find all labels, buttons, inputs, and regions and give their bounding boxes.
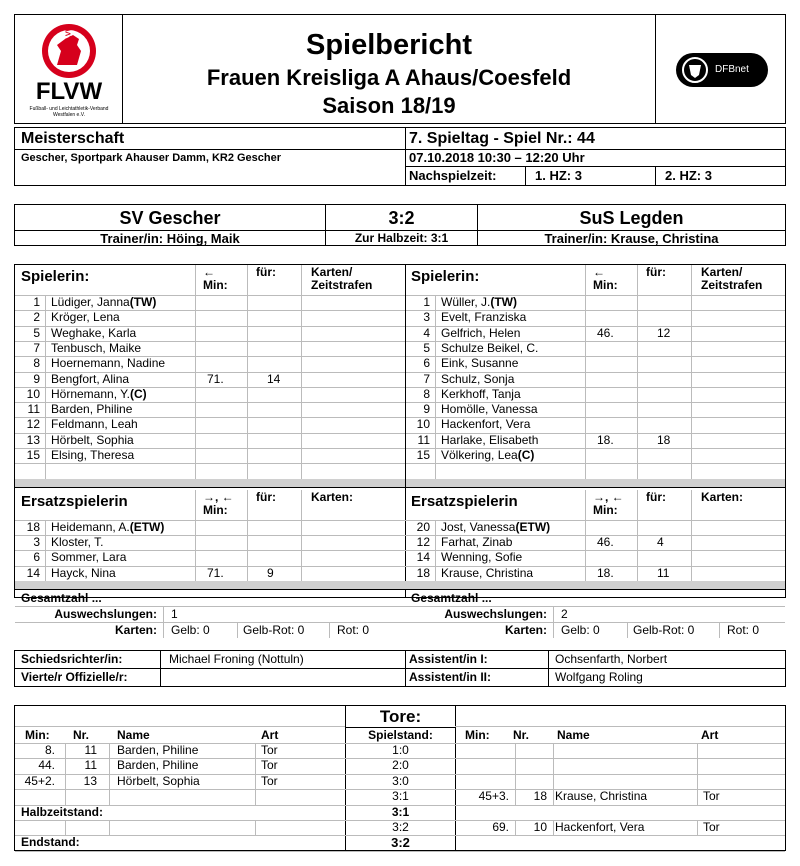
goals-col-name-home: Name (117, 728, 150, 742)
halftime-score: Zur Halbzeit: 3:1 (354, 231, 449, 245)
player-nr: 12 (416, 534, 430, 549)
goal-score: 3:2 (392, 820, 409, 834)
goal-min-home: 44. (38, 758, 55, 773)
player-tag: (ETW) (129, 519, 165, 534)
player-name (51, 402, 132, 417)
cards-label-away: Karten: (504, 622, 547, 637)
player-name (441, 520, 550, 535)
player-sub-min: 18. (597, 565, 614, 580)
goal-type-home: Tor (261, 773, 278, 788)
goal-type-away: Tor (703, 789, 720, 804)
fourth-official-label: Vierte/r Offizielle/r: (21, 670, 128, 684)
goal-score: 1:0 (392, 743, 409, 757)
player-name (51, 550, 126, 565)
lineup_headers-cards-header-away: Karten/ Zeitstrafen (701, 265, 763, 292)
sub_headers-player-header-away: Ersatzspielerin (411, 492, 518, 510)
player-nr: 7 (423, 371, 430, 386)
player-sub-for: 14 (267, 371, 281, 386)
player-nr: 8 (33, 356, 40, 371)
player-name-text: Wenning, Sofie (441, 550, 523, 565)
player-name (51, 520, 164, 535)
goal-nr-home: 11 (84, 743, 97, 757)
player-name-text: Hackenfort, Vera (441, 417, 531, 432)
player-name-text: Lüdiger, Janna (51, 295, 130, 309)
goal-name-home: Barden, Philine (117, 758, 199, 773)
player-name (51, 295, 156, 310)
player-name (51, 417, 138, 432)
lineup_headers-player-header-away: Spielerin: (411, 268, 480, 285)
cards-label-home: Karten: (114, 622, 157, 637)
player-name (51, 433, 134, 448)
lineup_headers-cards-header-home: Karten/ Zeitstrafen (311, 265, 373, 292)
goal-score: 2:0 (392, 758, 409, 773)
player-nr: 10 (416, 417, 430, 432)
halftime-label: Halbzeitstand: (21, 804, 104, 819)
lineup_headers-for-header-away: für: (646, 265, 666, 279)
player-name-text: Kloster, T. (51, 534, 104, 549)
subs-count-label-away: Auswechslungen: (444, 606, 547, 621)
season: Saison 18/19 (322, 93, 456, 118)
player-name (441, 433, 538, 448)
player-sub-for: 11 (657, 565, 670, 580)
sub_headers-cards-header-home: Karten: (311, 489, 354, 504)
goal-name-away: Krause, Christina (555, 789, 648, 804)
player-name-text: Hörnemann, Y. (51, 386, 130, 401)
player-name (441, 550, 522, 565)
player-nr: 1 (423, 295, 430, 309)
round: 7. Spieltag - Spiel Nr.: 44 (409, 130, 595, 147)
player-name-text: Weghake, Karla (51, 325, 137, 340)
page-title: Spielbericht (306, 29, 472, 61)
goal-nr-away: 10 (533, 820, 547, 834)
player-name (51, 356, 165, 371)
player-name-text: Schulz, Sonja (441, 371, 515, 386)
player-name-text: Kerkhoff, Tanja (441, 386, 521, 401)
player-name (51, 387, 147, 402)
flvw-badge-text: FLVW (65, 24, 73, 45)
player-nr: 5 (423, 340, 430, 355)
goal-type-home: Tor (261, 743, 278, 757)
player-name-text: Evelt, Franziska (441, 310, 527, 325)
sub_headers-cards-header-away: Karten: (701, 489, 744, 504)
player-name (51, 535, 103, 550)
score: 3:2 (388, 208, 415, 228)
teams-box (14, 204, 786, 246)
player-name (441, 310, 526, 325)
player-name (51, 448, 134, 463)
player-name-text: Kröger, Lena (51, 310, 120, 325)
player-tag: (C) (129, 386, 147, 401)
lineup-box (14, 264, 786, 637)
player-name-text: Gelfrich, Helen (441, 325, 521, 340)
player-sub-min: 46. (597, 325, 614, 340)
player-name (51, 310, 120, 325)
goals-col-min-home: Min: (25, 728, 50, 742)
goals-col-nr-away: Nr. (513, 728, 530, 742)
assistant2-label: Assistent/in II: (409, 670, 492, 684)
player-name (441, 402, 538, 417)
player-name (51, 372, 129, 387)
goals-col-min-away: Min: (465, 728, 490, 742)
player-name-text: Tenbusch, Maike (51, 340, 142, 355)
player-tag: (C) (517, 448, 535, 462)
player-sub-for: 4 (657, 534, 664, 549)
lineup_headers-player-header-home: Spielerin: (21, 268, 90, 285)
player-name-text: Sommer, Lara (51, 550, 127, 565)
datetime: 07.10.2018 10:30 – 12:20 Uhr (409, 150, 585, 165)
sub_headers-for-header-home: für: (256, 489, 276, 504)
referee: Michael Froning (Nottuln) (169, 652, 304, 666)
goal-nr-home: 11 (84, 758, 97, 773)
player-nr: 5 (33, 325, 40, 340)
flvw-logo-text: FLVW (35, 78, 103, 105)
player-name (441, 341, 538, 356)
player-nr: 18 (26, 519, 40, 534)
player-name-text: Hayck, Nina (51, 565, 116, 580)
away-team: SuS Legden (579, 208, 684, 228)
sub_headers-min-header-home: →, ← Min: (203, 489, 234, 517)
header-box (14, 14, 786, 124)
dfbnet-logo (676, 53, 768, 87)
sub_headers-for-header-away: für: (646, 489, 666, 504)
extra-time-ht2: 2. HZ: 3 (665, 168, 712, 183)
goals-col-nr-home: Nr. (73, 728, 90, 742)
goal-name-home: Hörbelt, Sophia (117, 773, 200, 788)
player-name (441, 356, 518, 371)
dfbnet-text: DFBnet (715, 64, 749, 75)
flvw-logo (21, 21, 117, 119)
goals-halftime-score: 3:1 (391, 804, 410, 819)
player-nr: 18 (416, 565, 430, 580)
goals-box (14, 705, 786, 851)
player-nr: 4 (423, 325, 430, 340)
goals-col-name-away: Name (557, 728, 590, 742)
totals-label-away: Gesamtzahl ... (411, 590, 492, 605)
player-nr: 11 (27, 402, 40, 417)
home-coach: Trainer/in: Höing, Maik (100, 231, 240, 246)
extra-time-label: Nachspielzeit: (409, 168, 497, 183)
subs-count-away: 2 (561, 606, 568, 621)
goal-nr-home: 13 (83, 773, 97, 788)
player-nr: 14 (416, 550, 430, 565)
flvw-logo-sub2: Westfalen e.V. (53, 112, 85, 118)
goals-col-score: Spielstand: (368, 728, 433, 742)
final-score: 3:2 (391, 835, 410, 851)
player-name (441, 535, 512, 550)
player-name (51, 566, 116, 581)
red-cards-home: Rot: 0 (337, 622, 370, 637)
player-nr: 3 (423, 310, 430, 325)
player-nr: 11 (417, 432, 430, 447)
extra-time-ht1: 1. HZ: 3 (535, 168, 582, 183)
player-name-text: Hörbelt, Sophia (51, 432, 134, 447)
goal-min-home: 8. (44, 743, 55, 757)
referee-label: Schiedsrichter/in: (21, 652, 123, 666)
player-nr: 6 (33, 550, 40, 565)
totals-label-home: Gesamtzahl ... (21, 590, 102, 605)
player-name-text: Harlake, Elisabeth (441, 432, 539, 447)
assistant1: Ochsenfarth, Norbert (555, 652, 668, 666)
player-name-text: Jost, Vanessa (441, 519, 516, 534)
goal-score: 3:0 (392, 773, 409, 788)
assistant1-label: Assistent/in I: (409, 652, 488, 666)
goals-title: Tore: (379, 707, 422, 726)
player-name-text: Bengfort, Alina (51, 371, 130, 386)
lineup_headers-for-header-home: für: (256, 265, 276, 279)
lineup_headers-min-header-home: ← Min: (203, 265, 228, 292)
player-name (441, 387, 521, 402)
player-sub-min: 18. (597, 432, 614, 447)
flvw-logo-sub1: Fußball- und Leichtathletik-Verband (29, 106, 109, 112)
player-name-text: Eink, Susanne (441, 356, 519, 371)
player-nr: 14 (26, 565, 40, 580)
goal-min-away: 69. (492, 820, 509, 834)
player-nr: 20 (416, 519, 430, 534)
player-name (441, 566, 533, 581)
player-sub-for: 18 (657, 432, 671, 447)
yellow-cards-away: Gelb: 0 (561, 622, 600, 637)
officials-box (14, 650, 786, 687)
league-name: Frauen Kreisliga A Ahaus/Coesfeld (206, 65, 572, 90)
player-name-text: Krause, Christina (441, 565, 534, 580)
player-name (441, 448, 534, 463)
goal-name-away: Hackenfort, Vera (555, 820, 645, 834)
player-nr: 9 (423, 402, 430, 417)
player-name-text: Wüller, J. (441, 295, 491, 309)
player-name-text: Schulze Beikel, C. (441, 340, 539, 355)
lineup_headers-min-header-away: ← Min: (593, 265, 618, 292)
yellow-red-cards-home: Gelb-Rot: 0 (243, 622, 305, 637)
player-nr: 1 (33, 295, 40, 309)
player-name-text: Heidemann, A. (51, 519, 130, 534)
goal-min-home: 45+2. (24, 773, 55, 788)
player-name (441, 295, 517, 310)
subs-count-label-home: Auswechslungen: (54, 606, 157, 621)
dfb-eagle-icon (680, 55, 710, 85)
player-name-text: Farhat, Zinab (441, 534, 513, 549)
player-sub-min: 71. (207, 371, 224, 386)
goal-score: 3:1 (392, 789, 409, 804)
player-nr: 3 (33, 534, 40, 549)
final-label: Endstand: (21, 835, 80, 850)
yellow-cards-home: Gelb: 0 (171, 622, 210, 637)
goal-name-home: Barden, Philine (117, 743, 199, 757)
home-team: SV Gescher (119, 208, 221, 228)
player-name (441, 326, 520, 341)
sub_headers-min-header-away: →, ← Min: (593, 489, 624, 517)
assistant2: Wolfgang Roling (555, 670, 643, 684)
player-tag: (ETW) (515, 519, 551, 534)
player-tag: (TW) (490, 295, 517, 309)
player-sub-for: 12 (657, 325, 671, 340)
competition: Meisterschaft (21, 130, 125, 147)
player-nr: 6 (423, 356, 430, 371)
player-name-text: Feldmann, Leah (51, 417, 138, 432)
goals-col-type-home: Art (261, 728, 279, 742)
player-nr: 7 (33, 340, 40, 355)
player-nr: 13 (26, 432, 40, 447)
player-sub-min: 71. (207, 565, 224, 580)
player-nr: 8 (423, 386, 430, 401)
yellow-red-cards-away: Gelb-Rot: 0 (633, 622, 695, 637)
player-nr: 9 (33, 371, 40, 386)
venue: Gescher, Sportpark Ahauser Damm, KR2 Gescher (21, 152, 282, 164)
match-info-box (14, 127, 786, 186)
player-nr: 12 (26, 417, 40, 432)
player-name-text: Hoernemann, Nadine (51, 356, 166, 371)
away-coach: Trainer/in: Krause, Christina (544, 231, 719, 246)
player-name (51, 341, 141, 356)
player-name-text: Elsing, Theresa (51, 448, 135, 462)
goal-nr-away: 18 (533, 789, 547, 804)
player-sub-min: 46. (597, 534, 614, 549)
player-nr: 15 (416, 448, 430, 462)
red-cards-away: Rot: 0 (727, 622, 760, 637)
sub_headers-player-header-home: Ersatzspielerin (21, 492, 128, 510)
player-nr: 2 (33, 310, 40, 325)
player-name-text: Homölle, Vanessa (441, 402, 538, 417)
goal-min-away: 45+3. (478, 789, 509, 804)
player-nr: 15 (26, 448, 40, 462)
player-tag: (TW) (129, 295, 157, 309)
player-sub-for: 9 (267, 565, 274, 580)
player-name (441, 372, 514, 387)
player-nr: 10 (26, 386, 40, 401)
player-name-text: Barden, Philine (51, 402, 133, 417)
goal-type-home: Tor (261, 758, 278, 773)
player-name-text: Völkering, Lea (441, 448, 518, 462)
player-name (51, 326, 136, 341)
goal-type-away: Tor (703, 820, 720, 834)
goals-col-type-away: Art (701, 728, 719, 742)
player-name (441, 417, 530, 432)
subs-count-home: 1 (171, 606, 178, 621)
